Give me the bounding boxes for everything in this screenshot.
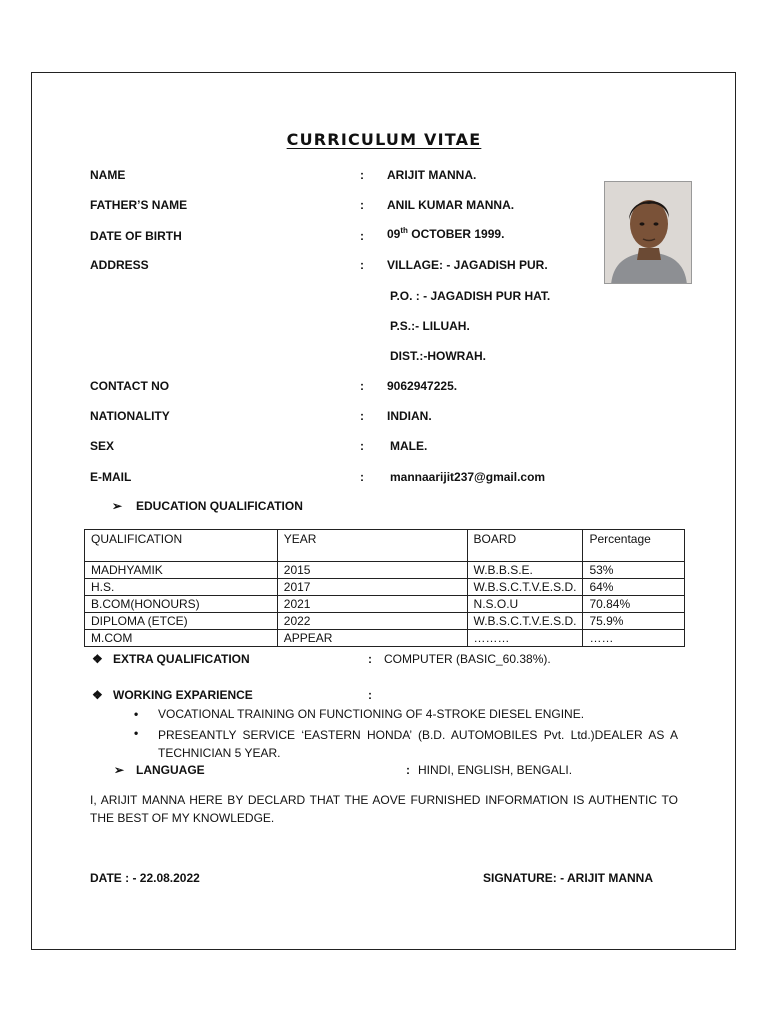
diamond-bullet-icon: ❖ (92, 652, 103, 666)
table-row (85, 579, 685, 596)
education-heading: EDUCATION QUALIFICATION (136, 499, 303, 513)
nationality-value: INDIAN. (387, 409, 432, 423)
email-label: E-MAIL (90, 470, 132, 484)
name-value: ARIJIT MANNA. (387, 168, 477, 182)
language-value: HINDI, ENGLISH, BENGALI. (418, 763, 573, 777)
address-label: ADDRESS (90, 258, 149, 272)
address-line: VILLAGE: - JAGADISH PUR. (387, 258, 548, 272)
arrow-bullet-icon: ➢ (112, 499, 123, 513)
father-name-colon: : (360, 198, 364, 212)
working-experience-colon: : (368, 688, 372, 702)
table-cell: 2015 (277, 562, 467, 579)
table-cell: 75.9% (583, 613, 685, 630)
table-cell: 2021 (277, 596, 467, 613)
arrow-bullet-icon: ➢ (114, 763, 125, 777)
table-header-cell: Percentage (583, 530, 685, 562)
nationality-colon: : (360, 409, 364, 423)
extra-qualification-value: COMPUTER (BASIC_60.38%). (384, 652, 551, 666)
extra-qualification-label: EXTRA QUALIFICATION (113, 652, 250, 666)
table-cell: 70.84% (583, 596, 685, 613)
extra-qualification-colon: : (368, 652, 372, 666)
table-cell: 2017 (277, 579, 467, 596)
address-line: P.O. : - JAGADISH PUR HAT. (390, 289, 551, 303)
table-cell: DIPLOMA (ETCE) (85, 613, 278, 630)
table-cell: APPEAR (277, 630, 467, 647)
table-row (85, 596, 685, 613)
table-row (85, 562, 685, 579)
name-label: NAME (90, 168, 126, 182)
contact-value: 9062947225. (387, 379, 458, 393)
table-cell: N.S.O.U (467, 596, 583, 613)
dob-label: DATE OF BIRTH (90, 229, 182, 243)
table-header-cell: YEAR (277, 530, 467, 562)
father-name-value: ANIL KUMAR MANNA. (387, 198, 515, 212)
dob-colon: : (360, 229, 364, 243)
language-colon: : (406, 763, 410, 777)
contact-colon: : (360, 379, 364, 393)
table-header-cell: QUALIFICATION (85, 530, 278, 562)
working-experience-label: WORKING EXPARIENCE (113, 688, 253, 702)
sex-colon: : (360, 439, 364, 453)
signature-text: SIGNATURE: - ARIJIT MANNA (483, 871, 653, 885)
dob-day: 09 (387, 227, 401, 241)
table-cell: B.COM(HONOURS) (85, 596, 278, 613)
dob-value (387, 226, 504, 241)
nationality-label: NATIONALITY (90, 409, 170, 423)
work-item: VOCATIONAL TRAINING ON FUNCTIONING OF 4-STROKE DIESEL ENGINE. (158, 707, 585, 721)
list-bullet-icon: • (134, 726, 139, 740)
table-cell: W.B.S.C.T.V.E.S.D. (467, 579, 583, 596)
father-name-label: FATHER’S NAME (90, 198, 188, 212)
table-cell: 64% (583, 579, 685, 596)
email-value: mannaarijit237@gmail.com (390, 470, 546, 484)
work-item: PRESEANTLY SERVICE ‘EASTERN HONDA’ (B.D. AUTOMOBILES Pvt. Ltd.)DEALER AS A TECHNICIAN 5 YEAR. (158, 728, 678, 760)
table-cell: M.COM (85, 630, 278, 647)
dob-rest: OCTOBER 1999. (407, 227, 505, 241)
table-cell: 2022 (277, 613, 467, 630)
address-line: P.S.:- LILUAH. (390, 319, 470, 333)
table-header-cell: BOARD (467, 530, 583, 562)
profile-photo (604, 181, 692, 284)
document-title: CURRICULUM VITAE (286, 130, 482, 149)
table-cell: H.S. (85, 579, 278, 596)
table-header-row (85, 530, 685, 562)
contact-label: CONTACT NO (90, 379, 170, 393)
sex-label: SEX (90, 439, 115, 453)
education-table (84, 529, 685, 647)
name-colon: : (360, 168, 364, 182)
profile-photo-image (605, 182, 692, 284)
table-row (85, 630, 685, 647)
table-cell: MADHYAMIK (85, 562, 278, 579)
sex-value: MALE. (390, 439, 428, 453)
table-cell: ……… (467, 630, 583, 647)
address-line: DIST.:-HOWRAH. (390, 349, 486, 363)
email-colon: : (360, 470, 364, 484)
table-row (85, 613, 685, 630)
table-cell: W.B.B.S.E. (467, 562, 583, 579)
date-text: DATE : - 22.08.2022 (90, 871, 200, 885)
diamond-bullet-icon: ❖ (92, 688, 103, 702)
table-cell: …… (583, 630, 685, 647)
declaration-text: I, ARIJIT MANNA HERE BY DECLARD THAT THE AOVE FURNISHED INFORMATION IS AUTHENTIC TO THE BEST OF MY KNOWLEDGE. (90, 793, 678, 825)
address-colon: : (360, 258, 364, 272)
list-bullet-icon: • (134, 707, 139, 721)
dob-suffix: th (400, 226, 408, 235)
language-label: LANGUAGE (136, 763, 205, 777)
table-cell: W.B.S.C.T.V.E.S.D. (467, 613, 583, 630)
table-cell: 53% (583, 562, 685, 579)
